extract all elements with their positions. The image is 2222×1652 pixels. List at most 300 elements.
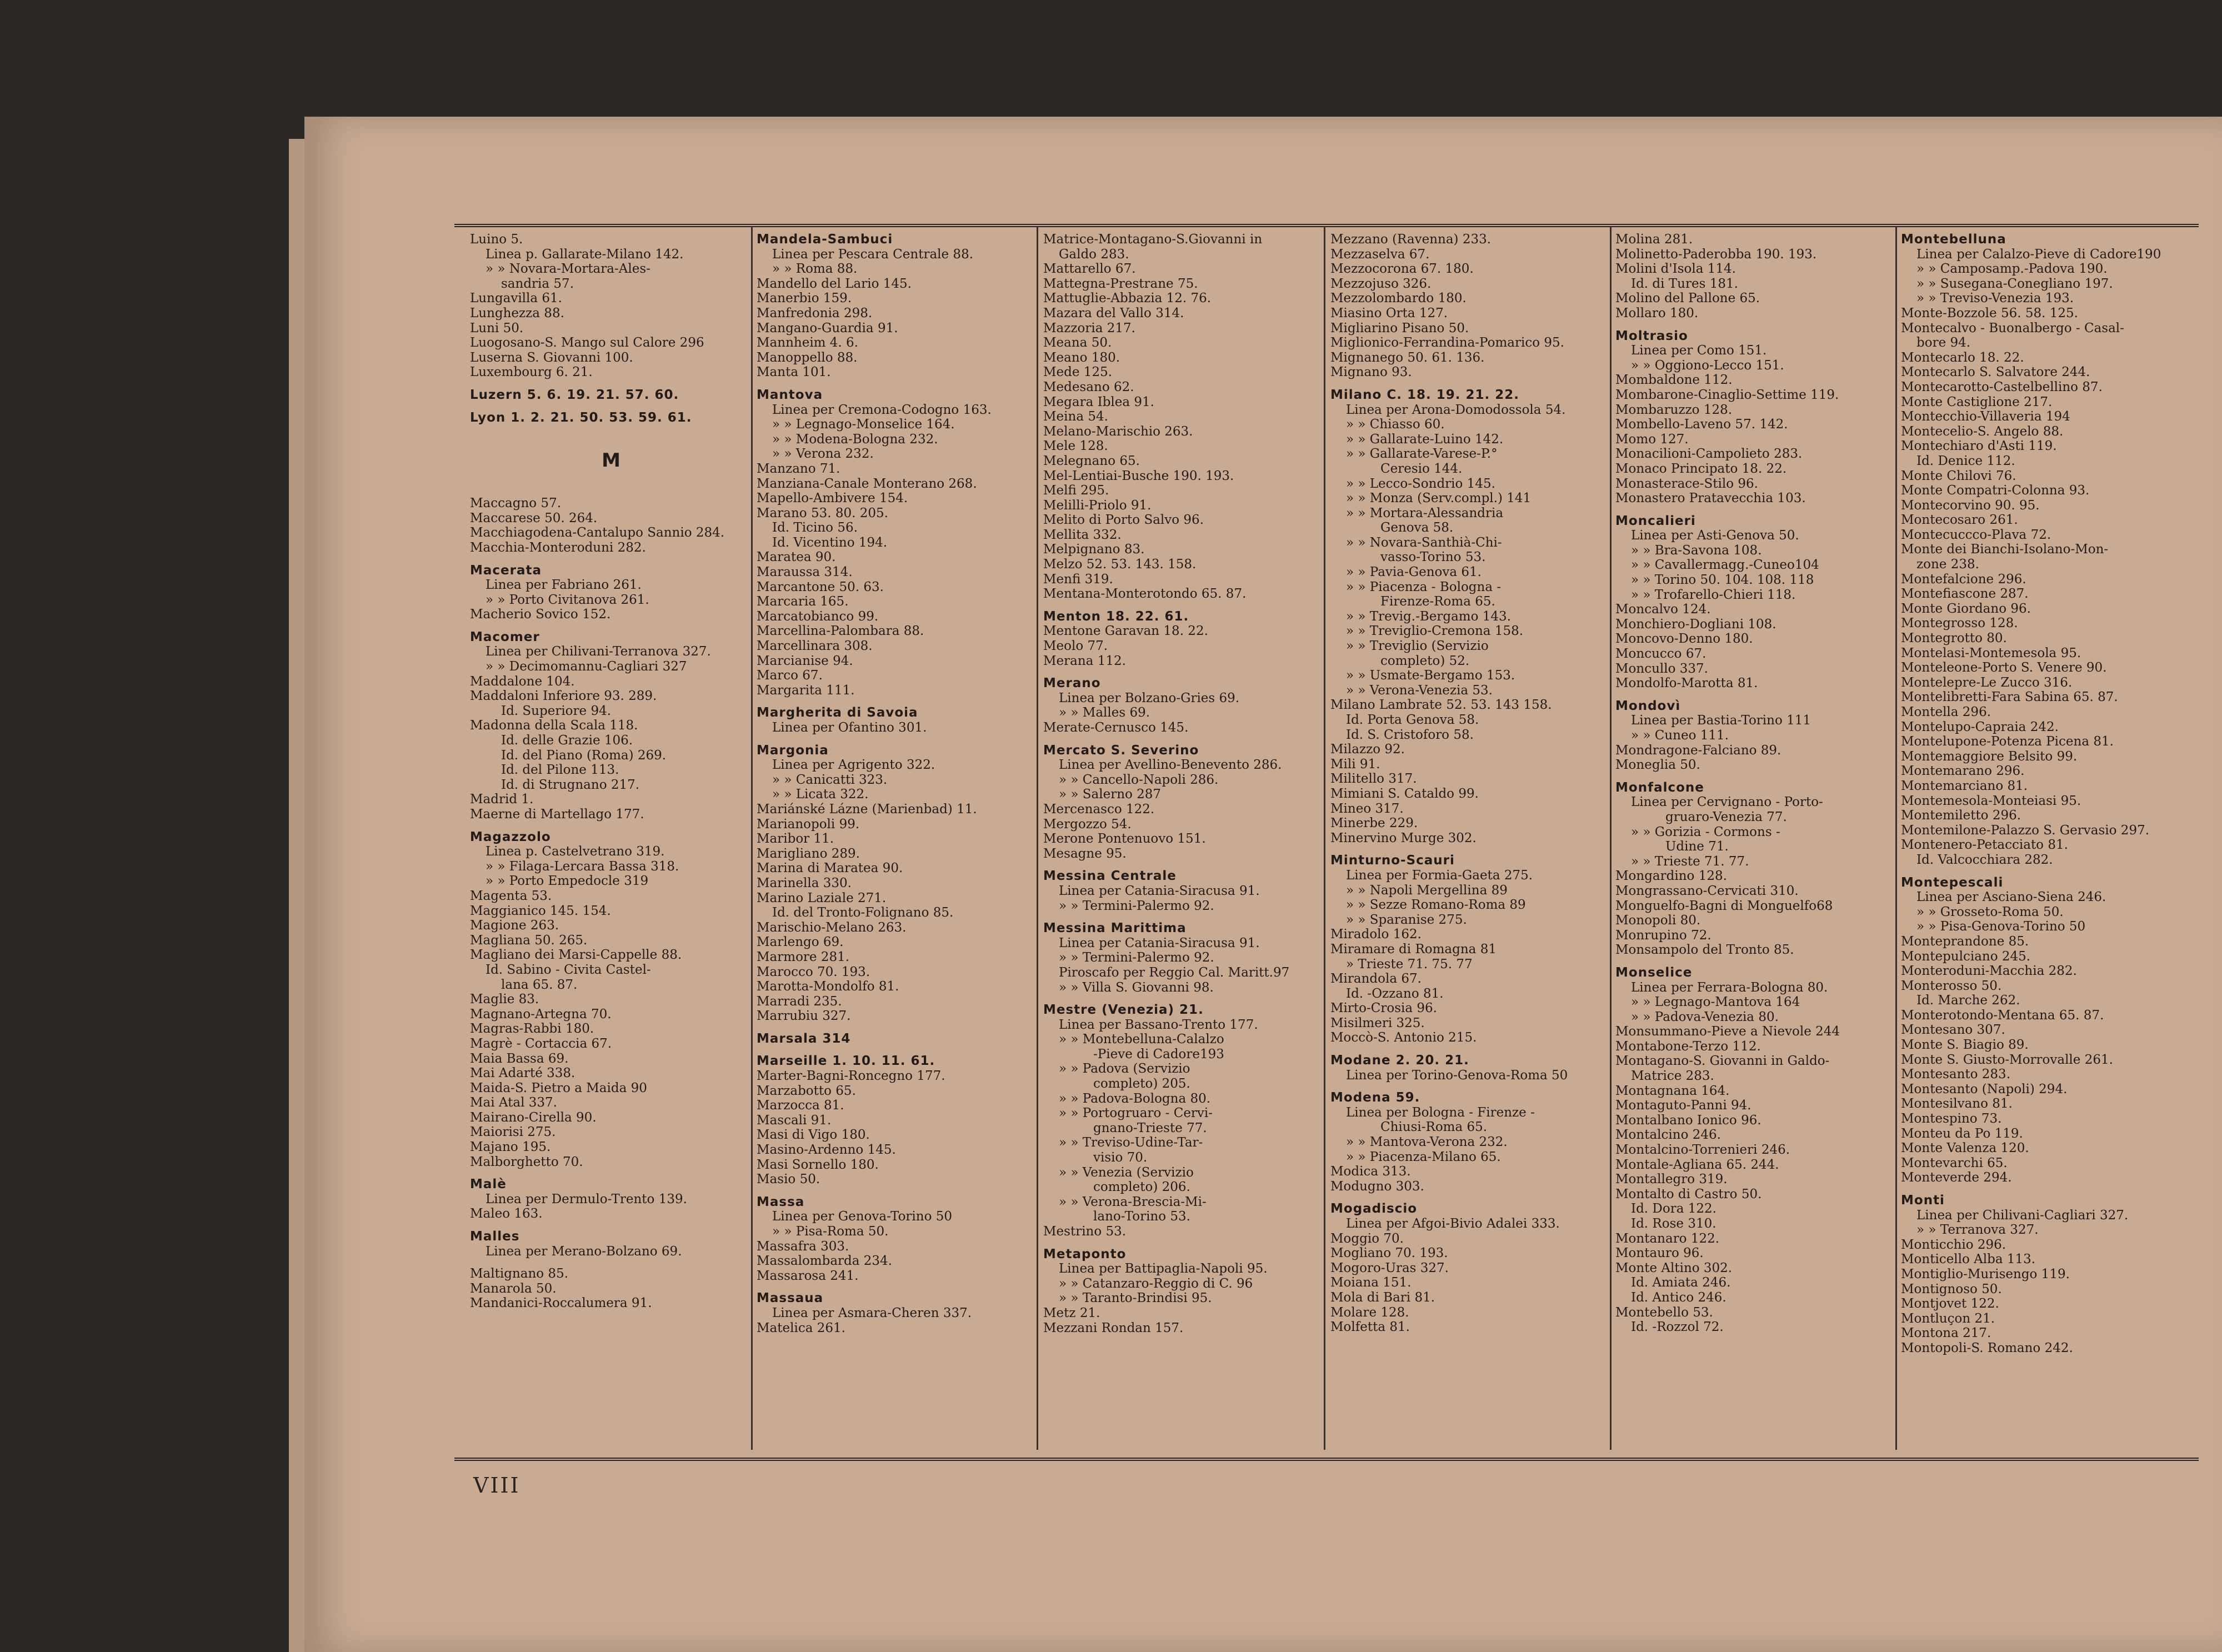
index-subentry: Linea per Avellino-Benevento 286. bbox=[1059, 758, 1282, 773]
index-entry: Merate-Cernusco 145. bbox=[1043, 720, 1189, 735]
index-subentry: Id. delle Grazie 106. bbox=[501, 733, 633, 748]
index-subentry: Linea per Afgoi-Bivio Adalei 333. bbox=[1346, 1217, 1560, 1231]
index-subentry: Linea per Chilivani-Cagliari 327. bbox=[1916, 1208, 2129, 1223]
station-heading: Mercato S. Severino bbox=[1043, 743, 1199, 758]
spacer bbox=[1615, 506, 1898, 514]
index-subentry: Id. Ticino 56. bbox=[772, 520, 858, 535]
index-entry: Moneglia 50. bbox=[1615, 758, 1700, 773]
index-subentry: Linea per Bassano-Trento 177. bbox=[1059, 1017, 1258, 1032]
index-entry: Montemarciano 81. bbox=[1901, 778, 2028, 793]
index-entry: Monopoli 80. bbox=[1615, 913, 1701, 928]
index-subentry: Id. -Ozzano 81. bbox=[1346, 986, 1444, 1001]
index-subentry: Linea per Bolzano-Gries 69. bbox=[1059, 690, 1240, 705]
index-entry: Molfetta 81. bbox=[1330, 1320, 1410, 1335]
index-entry: Mezzani Rondan 157. bbox=[1043, 1320, 1184, 1335]
spacer bbox=[1043, 861, 1325, 869]
index-entry: Mombaruzzo 128. bbox=[1615, 402, 1733, 417]
index-entry: Monte Altino 302. bbox=[1615, 1260, 1733, 1275]
index-entry: Lungavilla 61. bbox=[470, 291, 562, 306]
index-entry: Masio 50. bbox=[757, 1172, 820, 1187]
station-heading: Merano bbox=[1043, 676, 1101, 691]
index-subentry: » » Legnago-Monselice 164. bbox=[772, 417, 955, 432]
station-heading: Minturno-Scauri bbox=[1330, 853, 1455, 868]
index-subentry: » » Terranova 327. bbox=[1916, 1223, 2039, 1238]
index-subentry: Id. Vicentino 194. bbox=[772, 535, 888, 550]
index-entry: Miasino Orta 127. bbox=[1330, 306, 1448, 321]
index-entry: Mezzocorona 67. 180. bbox=[1330, 262, 1474, 277]
index-entry: Marina di Maratea 90. bbox=[757, 861, 903, 876]
index-entry: Monsummano-Pieve a Nievole 244 bbox=[1615, 1024, 1840, 1039]
index-entry: Monticchio 296. bbox=[1901, 1237, 2006, 1252]
index-entry: Marco 67. bbox=[757, 668, 823, 683]
index-entry: Mestrino 53. bbox=[1043, 1224, 1127, 1239]
station-heading: Moncalieri bbox=[1615, 513, 1696, 528]
index-entry: Manfredonia 298. bbox=[757, 306, 873, 321]
index-entry: Monte S. Giusto-Morrovalle 261. bbox=[1901, 1052, 2113, 1067]
page-number: VIII bbox=[473, 1473, 521, 1498]
index-subentry: » » Bra-Savona 108. bbox=[1631, 543, 1762, 558]
spacer bbox=[470, 1222, 752, 1229]
index-entry: Mai Atal 337. bbox=[470, 1095, 557, 1110]
index-entry: Maiorisi 275. bbox=[470, 1125, 556, 1140]
index-entry: Mandello del Lario 145. bbox=[757, 276, 912, 291]
index-entry: Mondolfo-Marotta 81. bbox=[1615, 676, 1758, 691]
index-entry: Madrid 1. bbox=[470, 792, 534, 807]
index-entry: Milazzo 92. bbox=[1330, 742, 1405, 757]
index-entry: Montallegro 319. bbox=[1615, 1172, 1728, 1187]
index-entry: Marmore 281. bbox=[757, 949, 850, 964]
index-entry: Marter-Bagni-Roncegno 177. bbox=[757, 1069, 945, 1084]
station-heading: Monfalcone bbox=[1615, 780, 1704, 795]
spacer bbox=[1043, 995, 1325, 1003]
index-entry: Marrubiu 327. bbox=[757, 1009, 851, 1024]
index-entry: Montemesola-Monteiasi 95. bbox=[1901, 793, 2081, 808]
index-entry: Melito di Porto Salvo 96. bbox=[1043, 513, 1204, 528]
index-entry: Militello 317. bbox=[1330, 772, 1417, 787]
station-heading: Messina Marittima bbox=[1043, 921, 1187, 936]
index-entry: Montepulciano 245. bbox=[1901, 949, 2031, 964]
index-subentry: Galdo 283. bbox=[1059, 247, 1129, 262]
index-entry: Marlengo 69. bbox=[757, 935, 844, 950]
spacer bbox=[470, 488, 752, 496]
index-entry: Maerne di Martellago 177. bbox=[470, 807, 644, 822]
index-subentry: -Pieve di Cadore193 bbox=[1093, 1047, 1224, 1062]
index-subentry: Linea per Catania-Siracusa 91. bbox=[1059, 935, 1260, 950]
index-entry: Mattuglie-Abbazia 12. 76. bbox=[1043, 291, 1212, 306]
index-subentry: Linea per Catania-Siracusa 91. bbox=[1059, 883, 1260, 898]
index-subentry: Linea per Ferrara-Bologna 80. bbox=[1631, 980, 1828, 995]
index-entry: Massarosa 241. bbox=[757, 1268, 859, 1283]
index-entry: Montemarano 296. bbox=[1901, 764, 2025, 779]
index-entry: Mellita 332. bbox=[1043, 527, 1122, 542]
index-entry: Marino Laziale 271. bbox=[757, 890, 887, 905]
spacer bbox=[757, 1283, 1039, 1291]
index-entry: Metz 21. bbox=[1043, 1305, 1100, 1320]
index-subentry: Linea per Como 151. bbox=[1631, 343, 1767, 358]
index-entry: Montecorvino 90. 95. bbox=[1901, 498, 2040, 513]
index-entry: Monrupino 72. bbox=[1615, 928, 1711, 943]
index-entry: Maddalone 104. bbox=[470, 674, 575, 689]
index-entry: Montecarlo 18. 22. bbox=[1901, 350, 2024, 365]
index-entry: Montaguto-Panni 94. bbox=[1615, 1098, 1751, 1113]
index-entry: Monteleone-Porto S. Venere 90. bbox=[1901, 660, 2107, 675]
index-entry: Maia Bassa 69. bbox=[470, 1051, 569, 1066]
index-entry: Mongrassano-Cervicati 310. bbox=[1615, 883, 1799, 898]
station-heading: Montebelluna bbox=[1901, 232, 2006, 247]
index-entry: Madonna della Scala 118. bbox=[470, 718, 638, 733]
index-subentry: » » Portogruaro - Cervi- bbox=[1059, 1106, 1213, 1121]
index-entry: Monte-Bozzole 56. 58. 125. bbox=[1901, 306, 2078, 321]
index-subentry: » » Verona-Venezia 53. bbox=[1346, 683, 1493, 698]
index-entry: Maglie 83. bbox=[470, 992, 539, 1007]
index-entry: Mezzaselva 67. bbox=[1330, 247, 1430, 262]
index-entry: Mongardino 128. bbox=[1615, 869, 1727, 884]
index-entry: Montauro 96. bbox=[1615, 1246, 1704, 1261]
index-entry: Monaco Principato 18. 22. bbox=[1615, 461, 1787, 476]
index-entry: Matelica 261. bbox=[757, 1320, 845, 1335]
index-entry: Montalcino-Torrenieri 246. bbox=[1615, 1143, 1790, 1158]
index-entry: Melpignano 83. bbox=[1043, 542, 1145, 557]
index-subentry: Linea per Bastia-Torino 111 bbox=[1631, 713, 1811, 728]
index-entry: Moncovo-Denno 180. bbox=[1615, 632, 1753, 647]
index-subentry: » » Novara-Mortara-Ales- bbox=[486, 262, 650, 277]
index-entry: Montjovet 122. bbox=[1901, 1296, 1999, 1311]
index-subentry: » » Villa S. Giovanni 98. bbox=[1059, 980, 1214, 995]
index-entry: Monterotondo-Mentana 65. 87. bbox=[1901, 1008, 2104, 1023]
section-letter: M bbox=[602, 449, 620, 472]
index-entry: Montalcino 246. bbox=[1615, 1128, 1721, 1143]
index-entry: Manzano 71. bbox=[757, 461, 840, 476]
station-heading: Modena 59. bbox=[1330, 1090, 1420, 1105]
spacer bbox=[757, 1046, 1039, 1054]
index-entry: Mogoro-Uras 327. bbox=[1330, 1260, 1449, 1275]
index-subentry: Linea p. Castelvetrano 319. bbox=[486, 844, 665, 859]
index-subentry: Linea per Battipaglia-Napoli 95. bbox=[1059, 1261, 1268, 1276]
index-entry: Mapello-Ambivere 154. bbox=[757, 491, 908, 506]
station-heading: Menton 18. 22. 61. bbox=[1043, 609, 1189, 624]
station-heading: Mestre (Venezia) 21. bbox=[1043, 1003, 1204, 1018]
spacer bbox=[470, 403, 752, 411]
station-heading: Magazzolo bbox=[470, 829, 551, 844]
index-entry: Montalto di Castro 50. bbox=[1615, 1187, 1762, 1202]
index-entry: Marzabotto 65. bbox=[757, 1083, 856, 1098]
spacer bbox=[1901, 868, 2183, 875]
station-heading: Marsala 314 bbox=[757, 1031, 851, 1046]
index-subentry: Linea per Genova-Torino 50 bbox=[772, 1209, 953, 1224]
spacer bbox=[470, 1169, 752, 1177]
index-entry: Molini d'Isola 114. bbox=[1615, 262, 1736, 277]
index-entry: Mentana-Monterotondo 65. 87. bbox=[1043, 587, 1247, 602]
index-entry: Marischio-Melano 263. bbox=[757, 920, 907, 935]
index-subentry: Id. -Rozzol 72. bbox=[1631, 1320, 1724, 1335]
index-subentry: Chiusi-Roma 65. bbox=[1380, 1120, 1488, 1135]
index-entry: Monte Chilovi 76. bbox=[1901, 468, 2016, 483]
index-entry: Marcellinara 308. bbox=[757, 639, 873, 654]
index-subentry: » » Trofarello-Chieri 118. bbox=[1631, 587, 1796, 602]
index-entry: Monterosso 50. bbox=[1901, 978, 2002, 993]
index-subentry: Id. Sabino - Civita Castel- bbox=[486, 962, 651, 977]
spacer bbox=[1330, 1083, 1613, 1090]
index-subentry: » » Decimomannu-Cagliari 327 bbox=[486, 659, 687, 674]
index-entry: Monte Giordano 96. bbox=[1901, 601, 2031, 616]
index-entry: Marigliano 289. bbox=[757, 846, 860, 861]
index-entry: Mentone Garavan 18. 22. bbox=[1043, 624, 1208, 639]
index-entry: Montopoli-S. Romano 242. bbox=[1901, 1340, 2073, 1355]
index-entry: Migliarino Pisano 50. bbox=[1330, 321, 1469, 336]
index-entry: Medesano 62. bbox=[1043, 379, 1134, 394]
spacer bbox=[1615, 773, 1898, 780]
index-subentry: Id. Dora 122. bbox=[1631, 1202, 1716, 1217]
index-entry: Maltignano 85. bbox=[470, 1266, 569, 1281]
index-subentry: » » Catanzaro-Reggio di C. 96 bbox=[1059, 1276, 1253, 1291]
index-column-1 bbox=[470, 232, 752, 1449]
index-entry: Maribor 11. bbox=[757, 832, 834, 847]
index-subentry: » » Montebelluna-Calalzo bbox=[1059, 1032, 1224, 1047]
index-subentry: Id. del Pilone 113. bbox=[501, 763, 619, 778]
index-entry: Macherio Sovico 152. bbox=[470, 607, 611, 622]
index-entry: Malborghetto 70. bbox=[470, 1154, 583, 1169]
station-heading: Mandela-Sambuci bbox=[757, 232, 893, 247]
index-subentry: zone 238. bbox=[1916, 557, 1979, 572]
index-subentry: Linea per Asmara-Cheren 337. bbox=[772, 1305, 972, 1320]
index-subentry: » » Novara-Santhià-Chi- bbox=[1346, 535, 1502, 550]
index-entry: Lunghezza 88. bbox=[470, 306, 564, 321]
index-entry: Montecalvo - Buonalbergo - Casal- bbox=[1901, 321, 2124, 336]
index-entry: Masi di Vigo 180. bbox=[757, 1128, 870, 1143]
index-entry: Majano 195. bbox=[470, 1140, 551, 1155]
index-entry: Masi Sornello 180. bbox=[757, 1157, 879, 1172]
index-subentry: sandria 57. bbox=[501, 276, 574, 291]
index-subentry: gruaro-Venezia 77. bbox=[1665, 809, 1787, 824]
index-entry: Melzo 52. 53. 143. 158. bbox=[1043, 557, 1197, 572]
index-entry: Maida-S. Pietro a Maida 90 bbox=[470, 1080, 647, 1095]
index-subentry: » » Padova-Venezia 80. bbox=[1631, 1009, 1779, 1024]
index-subentry: » » Sparanise 275. bbox=[1346, 912, 1467, 927]
spacer bbox=[1901, 1185, 2183, 1193]
index-entry: Merana 112. bbox=[1043, 653, 1126, 668]
index-entry: Montegrosso 128. bbox=[1901, 616, 2018, 631]
index-entry: Meana 50. bbox=[1043, 336, 1112, 351]
index-subentry: » » Verona-Brescia-Mi- bbox=[1059, 1194, 1207, 1209]
index-subentry: Linea per Merano-Bolzano 69. bbox=[486, 1244, 682, 1259]
index-entry: Mogliano 70. 193. bbox=[1330, 1246, 1448, 1261]
index-entry: Massafra 303. bbox=[757, 1239, 849, 1254]
index-subentry: » » Lecco-Sondrio 145. bbox=[1346, 476, 1495, 491]
index-entry: Mattarello 67. bbox=[1043, 262, 1136, 277]
index-subentry: » » Porto Civitanova 261. bbox=[486, 592, 649, 607]
index-entry: Montella 296. bbox=[1901, 705, 1991, 719]
index-subentry: » » Torino 50. 104. 108. 118 bbox=[1631, 573, 1814, 588]
index-subentry: » » Cavallermagg.-Cuneo104 bbox=[1631, 558, 1819, 573]
index-subentry: Linea per Agrigento 322. bbox=[772, 758, 935, 773]
index-entry: Montemiletto 296. bbox=[1901, 808, 2021, 823]
index-entry: Mairano-Cirella 90. bbox=[470, 1110, 597, 1125]
index-entry: Mirandola 67. bbox=[1330, 972, 1422, 987]
spacer bbox=[1043, 735, 1325, 743]
index-entry: Mede 125. bbox=[1043, 365, 1113, 380]
index-subentry: » » Termini-Palermo 92. bbox=[1059, 898, 1214, 913]
index-entry: Marcantone 50. 63. bbox=[757, 579, 884, 594]
index-subentry: Id. Denice 112. bbox=[1916, 453, 2015, 468]
index-subentry: » » Taranto-Brindisi 95. bbox=[1059, 1291, 1212, 1306]
index-subentry: » » Gorizia - Cormons - bbox=[1631, 824, 1780, 839]
station-heading: Monti bbox=[1901, 1193, 1945, 1208]
index-entry: Marocco 70. 193. bbox=[757, 964, 870, 979]
index-entry: Mondragone-Falciano 89. bbox=[1615, 743, 1781, 758]
spacer bbox=[757, 698, 1039, 705]
index-subentry: Id. di Tures 181. bbox=[1631, 276, 1738, 291]
index-subentry: » » Susegana-Conegliano 197. bbox=[1916, 276, 2113, 291]
index-subentry: Genova 58. bbox=[1380, 520, 1454, 535]
index-subentry: » » Camposamp.-Padova 190. bbox=[1916, 262, 2108, 277]
index-entry: Mesagne 95. bbox=[1043, 846, 1127, 861]
index-entry: Mandanici-Roccalumera 91. bbox=[470, 1296, 652, 1311]
index-entry: Macchia-Monteroduni 282. bbox=[470, 540, 646, 555]
index-entry: Moncullo 337. bbox=[1615, 661, 1708, 676]
station-heading: Mondovì bbox=[1615, 698, 1681, 713]
index-entry: Montefiascone 287. bbox=[1901, 587, 2029, 602]
index-entry: Mombaldone 112. bbox=[1615, 373, 1733, 388]
index-subentry: » » Canicatti 323. bbox=[772, 772, 888, 787]
spacer bbox=[1330, 1045, 1613, 1053]
index-entry: Macchiagodena-Cantalupo Sannio 284. bbox=[470, 525, 725, 540]
station-heading: Metaponto bbox=[1043, 1246, 1127, 1261]
index-subentry: Id. Antico 246. bbox=[1631, 1290, 1726, 1305]
index-entry: Montecchio-Villaveria 194 bbox=[1901, 409, 2070, 424]
spacer bbox=[470, 1259, 752, 1266]
index-entry: Montagano-S. Giovanni in Galdo- bbox=[1615, 1054, 1830, 1069]
index-entry: Mignanego 50. 61. 136. bbox=[1330, 350, 1485, 365]
index-entry: Montagnana 164. bbox=[1615, 1083, 1730, 1098]
index-entry: Mazara del Vallo 314. bbox=[1043, 306, 1184, 321]
spacer bbox=[757, 1024, 1039, 1032]
index-entry: Manta 101. bbox=[757, 365, 831, 380]
index-entry: Molino del Pallone 65. bbox=[1615, 291, 1760, 306]
index-entry: Meano 180. bbox=[1043, 350, 1120, 365]
station-heading: Marseille 1. 10. 11. 61. bbox=[757, 1054, 935, 1069]
index-entry: Minerbe 229. bbox=[1330, 816, 1418, 831]
index-subentry: » » Legnago-Mantova 164 bbox=[1631, 995, 1800, 1010]
index-entry: Menfi 319. bbox=[1043, 572, 1113, 587]
index-entry: Miradolo 162. bbox=[1330, 927, 1422, 942]
index-subentry: » Trieste 71. 75. 77 bbox=[1346, 957, 1473, 972]
index-subentry: » » Mantova-Verona 232. bbox=[1346, 1135, 1508, 1150]
index-subentry: lana 65. 87. bbox=[501, 977, 578, 992]
index-entry: Momo 127. bbox=[1615, 432, 1689, 447]
index-column-2 bbox=[757, 232, 1039, 1449]
index-entry: Misilmeri 325. bbox=[1330, 1015, 1425, 1030]
index-subentry: Linea per Pescara Centrale 88. bbox=[772, 247, 974, 262]
index-subentry: Linea per Cervignano - Porto- bbox=[1631, 795, 1823, 810]
index-subentry: » » Oggiono-Lecco 151. bbox=[1631, 358, 1784, 373]
index-subentry: Id. Superiore 94. bbox=[501, 703, 612, 718]
index-subentry: Linea per Formia-Gaeta 275. bbox=[1346, 868, 1533, 883]
index-subentry: » » Malles 69. bbox=[1059, 705, 1150, 720]
index-entry: Luino 5. bbox=[470, 232, 523, 247]
index-subentry: » » Monza (Serv.compl.) 141 bbox=[1346, 491, 1532, 506]
index-entry: Marcellina-Palombara 88. bbox=[757, 624, 924, 639]
index-entry: Mignano 93. bbox=[1330, 365, 1412, 380]
spacer bbox=[470, 380, 752, 388]
index-subentry: Linea p. Gallarate-Milano 142. bbox=[486, 247, 684, 262]
index-entry: Moccò-S. Antonio 215. bbox=[1330, 1030, 1477, 1045]
index-entry: Montesanto (Napoli) 294. bbox=[1901, 1082, 2068, 1097]
index-entry: Mai Adarté 338. bbox=[470, 1066, 575, 1081]
index-column-3 bbox=[1043, 232, 1325, 1449]
index-entry: Monguelfo-Bagni di Monguelfo68 bbox=[1615, 898, 1833, 913]
index-entry: Montelasi-Montemesola 95. bbox=[1901, 645, 2081, 660]
index-entry: Monchiero-Dogliani 108. bbox=[1615, 617, 1776, 632]
index-entry: Mercenasco 122. bbox=[1043, 802, 1155, 817]
index-subentry: Id. del Tronto-Folignano 85. bbox=[772, 905, 954, 920]
index-entry: Milano Lambrate 52. 53. 143 158. bbox=[1330, 698, 1552, 713]
index-entry: Manziana-Canale Monterano 268. bbox=[757, 476, 977, 491]
index-entry: Modugno 303. bbox=[1330, 1179, 1424, 1194]
index-entry: Magras-Rabbi 180. bbox=[470, 1022, 594, 1037]
index-subentry: » » Salerno 287 bbox=[1059, 787, 1162, 802]
spacer bbox=[1330, 845, 1613, 853]
index-subentry: » » Pisa-Genova-Torino 50 bbox=[1916, 919, 2086, 934]
station-heading: Macomer bbox=[470, 629, 540, 644]
index-subentry: » » Cuneo 111. bbox=[1631, 728, 1729, 743]
index-entry: Mineo 317. bbox=[1330, 801, 1404, 816]
station-heading: Malles bbox=[470, 1229, 520, 1244]
index-subentry: Linea per Cremona-Codogno 163. bbox=[772, 402, 992, 417]
spacer bbox=[1043, 668, 1325, 676]
index-entry: Monte Compatri-Colonna 93. bbox=[1901, 483, 2090, 498]
station-heading: Montepescali bbox=[1901, 875, 2004, 890]
spacer bbox=[470, 622, 752, 630]
index-subentry: » » Napoli Mergellina 89 bbox=[1346, 883, 1508, 898]
index-entry: Monacilioni-Campolieto 283. bbox=[1615, 447, 1803, 462]
index-subentry: Id. del Piano (Roma) 269. bbox=[501, 748, 667, 763]
spacer bbox=[470, 822, 752, 830]
index-entry: Marzocca 81. bbox=[757, 1098, 844, 1113]
index-subentry: » » Roma 88. bbox=[772, 262, 858, 277]
index-subentry: » » Pisa-Roma 50. bbox=[772, 1224, 889, 1239]
spacer bbox=[1330, 1194, 1613, 1202]
index-subentry: » » Gallarate-Luino 142. bbox=[1346, 432, 1504, 447]
index-entry: Magrè - Cortaccia 67. bbox=[470, 1036, 612, 1051]
index-entry: Montelibretti-Fara Sabina 65. 87. bbox=[1901, 690, 2118, 705]
spacer bbox=[470, 425, 752, 433]
index-entry: Mariánské Lázne (Marienbad) 11. bbox=[757, 802, 977, 817]
index-subentry: Udine 71. bbox=[1665, 839, 1729, 854]
index-entry: Marotta-Mondolfo 81. bbox=[757, 979, 899, 994]
index-subentry: » » Gallarate-Varese-P.° bbox=[1346, 447, 1498, 462]
index-column-4 bbox=[1330, 232, 1613, 1449]
index-entry: Marcaria 165. bbox=[757, 594, 849, 609]
index-subentry: » » Venezia (Servizio bbox=[1059, 1165, 1194, 1180]
station-heading: Mantova bbox=[757, 387, 823, 402]
station-heading: Modane 2. 20. 21. bbox=[1330, 1053, 1469, 1068]
spacer bbox=[1330, 380, 1613, 388]
index-subentry: Linea per Fabriano 261. bbox=[486, 578, 642, 593]
index-entry: Molina 281. bbox=[1615, 232, 1693, 247]
index-entry: Mezzano (Ravenna) 233. bbox=[1330, 232, 1492, 247]
index-entry: Molare 128. bbox=[1330, 1305, 1409, 1320]
index-entry: Montona 217. bbox=[1901, 1326, 1991, 1341]
index-entry: Miglionico-Ferrandina-Pomarico 95. bbox=[1330, 336, 1564, 351]
index-entry: Marcatobianco 99. bbox=[757, 609, 879, 624]
index-subentry: Id. S. Cristoforo 58. bbox=[1346, 727, 1474, 742]
index-entry: Melilli-Priolo 91. bbox=[1043, 498, 1152, 513]
index-entry: Montelepre-Le Zucco 316. bbox=[1901, 675, 2073, 690]
index-subentry: » » Termini-Palermo 92. bbox=[1059, 950, 1214, 965]
index-entry: Minervino Murge 302. bbox=[1330, 830, 1477, 845]
index-entry: Maccarese 50. 264. bbox=[470, 510, 598, 525]
index-entry: Magliana 50. 265. bbox=[470, 933, 588, 948]
